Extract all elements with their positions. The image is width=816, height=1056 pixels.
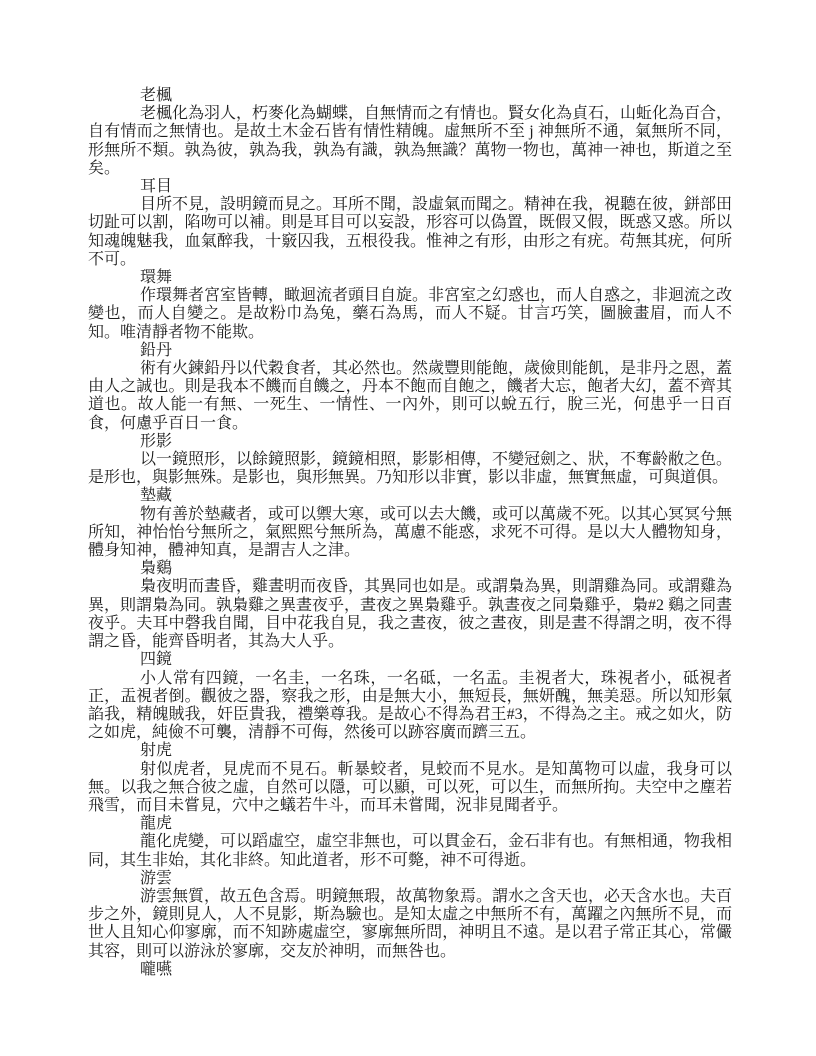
section-title: 墊藏: [140, 487, 173, 505]
section-zhicang: [88, 487, 732, 560]
section-paragraph: 術有火鍊鉛丹以代穀食者，其必然也。然歲豐則能飽，歲儉則能飢，是非丹之恩，蓋由人之誠也。則是我本不饑而自饑之，丹本不飽而自飽之，饑者大忘，飽者大幻，蓋不齊其道也。故人能一有無、一死生、一情性、一內外，則可以蛻五行，脫三光，何患乎一日百食，何慮乎百日一食。: [88, 360, 733, 432]
section-paragraph: 目所不見，設明鏡而見之。耳所不聞，設虛氣而聞之。精神在我，視聽在彼，鉼部田切趾可以割，陷吻可以補。則是耳目可以妄設，形容可以偽置，既假又假，既惑又惑。所以知魂魄魅我，血氣醉我，十竅囚我，五根役我。惟神之有形，由形之有疣。苟無其疣，何所不可。: [88, 196, 733, 268]
section-paragraph: 梟夜明而晝昏，雞晝明而夜昏，其異同也如是。或謂梟為異，則謂雞為同。或謂雞為異，則謂梟為同。孰梟雞之異晝夜乎，晝夜之異梟雞乎。孰晝夜之同梟雞乎，梟#2 鷄之同晝夜乎。夫耳中磬我自聞，目中花我自見，我之晝夜，彼之晝夜，則是晝不得謂之明，夜不得謂之昏，能齊昏明者，其為大人乎。: [88, 578, 733, 651]
section-sijing: [88, 651, 732, 742]
section-title: 龍虎: [140, 815, 173, 833]
section-paragraph: 游雲無質，故五色含焉。明鏡無瑕，故萬物象焉。謂水之含天也，必天含水也。夫百步之外，鏡則見人，人不見影，斯為驗也。是知太虛之中無所不有，萬躍之內無所不見，而世人且知心仰寥廓，而不知跡處虛空，寥廓無所問，神明且不遠。是以君子常正其心，常儼其容，則可以游泳於寥廓，交友於神明，而無咎也。: [88, 887, 733, 960]
section-title: 鉛丹: [140, 341, 173, 359]
section-paragraph: 射似虎者，見虎而不見石。斬暴蛟者，見蛟而不見水。是知萬物可以虛，我身可以無。以我之無合彼之虛，自然可以隱，可以顯，可以死，可以生，而無所拘。夫空中之塵若飛雪，而目未嘗見，穴中之蟻若牛斗，而耳未嘗聞，況非見聞者乎。: [88, 760, 732, 814]
section-xiaoji: [88, 560, 732, 651]
section-title: 嚨嚥: [140, 960, 173, 978]
section-laofeng: [88, 87, 732, 178]
section-qiandan: [88, 342, 732, 433]
section-title: 耳目: [140, 178, 173, 196]
section-title: 梟鷄: [140, 560, 173, 578]
section-paragraph: 物有善於墊藏者，或可以禦大寒，或可以去大饑，或可以萬歲不死。以其心冥冥兮無所知，神怡怡兮無所之，氣熙熙兮無所為，萬慮不能惑，求死不可得。是以大人體物知身，體身知神，體神知真，是謂吉人之津。: [88, 505, 733, 560]
section-title: 游雲: [140, 869, 173, 887]
section-longhu: [88, 815, 732, 870]
section-paragraph: 以一鏡照形，以餘鏡照影，鏡鏡相照，影影相傳，不變冠劍之、狀，不奪齡敝之色。是形也，與影無殊。是影也，與形無異。乃知形以非實，影以非虛，無實無虛，可與道俱。: [88, 451, 733, 487]
section-title: 形影: [140, 432, 173, 450]
section-title: 環舞: [140, 269, 173, 287]
section-longyan: [88, 961, 732, 979]
section-xingying: [88, 433, 732, 488]
section-paragraph: 作環舞者宮室皆轉，瞰迴流者頭目自旋。非宮室之幻惑也，而人自惑之，非迴流之改變也，而人自變之。是故粉巾為兔，藥石為馬，而人不疑。甘言巧笑，圖臉畫眉，而人不知。唯清靜者物不能欺。: [88, 287, 733, 341]
section-title: 老楓: [140, 87, 173, 104]
section-paragraph: 老楓化為羽人，朽麥化為蝴蝶，自無情而之有情也。賢女化為貞石，山蚯化為百合，自有情而之無情也。是故土木金石皆有情性精魄。虛無所不至 j 神無所不通，氣無所不同，形無所不類。孰為彼，孰為我，孰為有識，孰為無識？萬物一物也，萬神一神也，斯道之至矣。: [88, 105, 733, 177]
document-text-block: [88, 87, 732, 979]
section-huanwu: [88, 269, 732, 342]
section-youyun: [88, 870, 732, 961]
section-paragraph: 龍化虎變，可以蹈虛空，虛空非無也，可以貫金石，金石非有也。有無相通，物我相同，其生非始，其化非終。知此道者，形不可斃，神不可得逝。: [88, 833, 733, 869]
section-ermu: [88, 178, 732, 269]
section-title: 射虎: [140, 742, 173, 760]
section-shehu: [88, 742, 732, 815]
section-title: 四鏡: [140, 651, 173, 669]
section-paragraph: 小人常有四鏡，一名圭，一名珠，一名砥，一名盂。圭視者大，珠視者小，砥視者正，盂視者倒。觀彼之器，察我之形，由是無大小，無短長，無妍醜，無美惡。所以知形氣諂我，精魄賊我，奸臣貴我，禮樂尊我。是故心不得為君王#3，不得為之主。戒之如火，防之如虎，純儉不可襲，清靜不可侮，然後可以跡容廣而躋三五。: [88, 669, 732, 742]
